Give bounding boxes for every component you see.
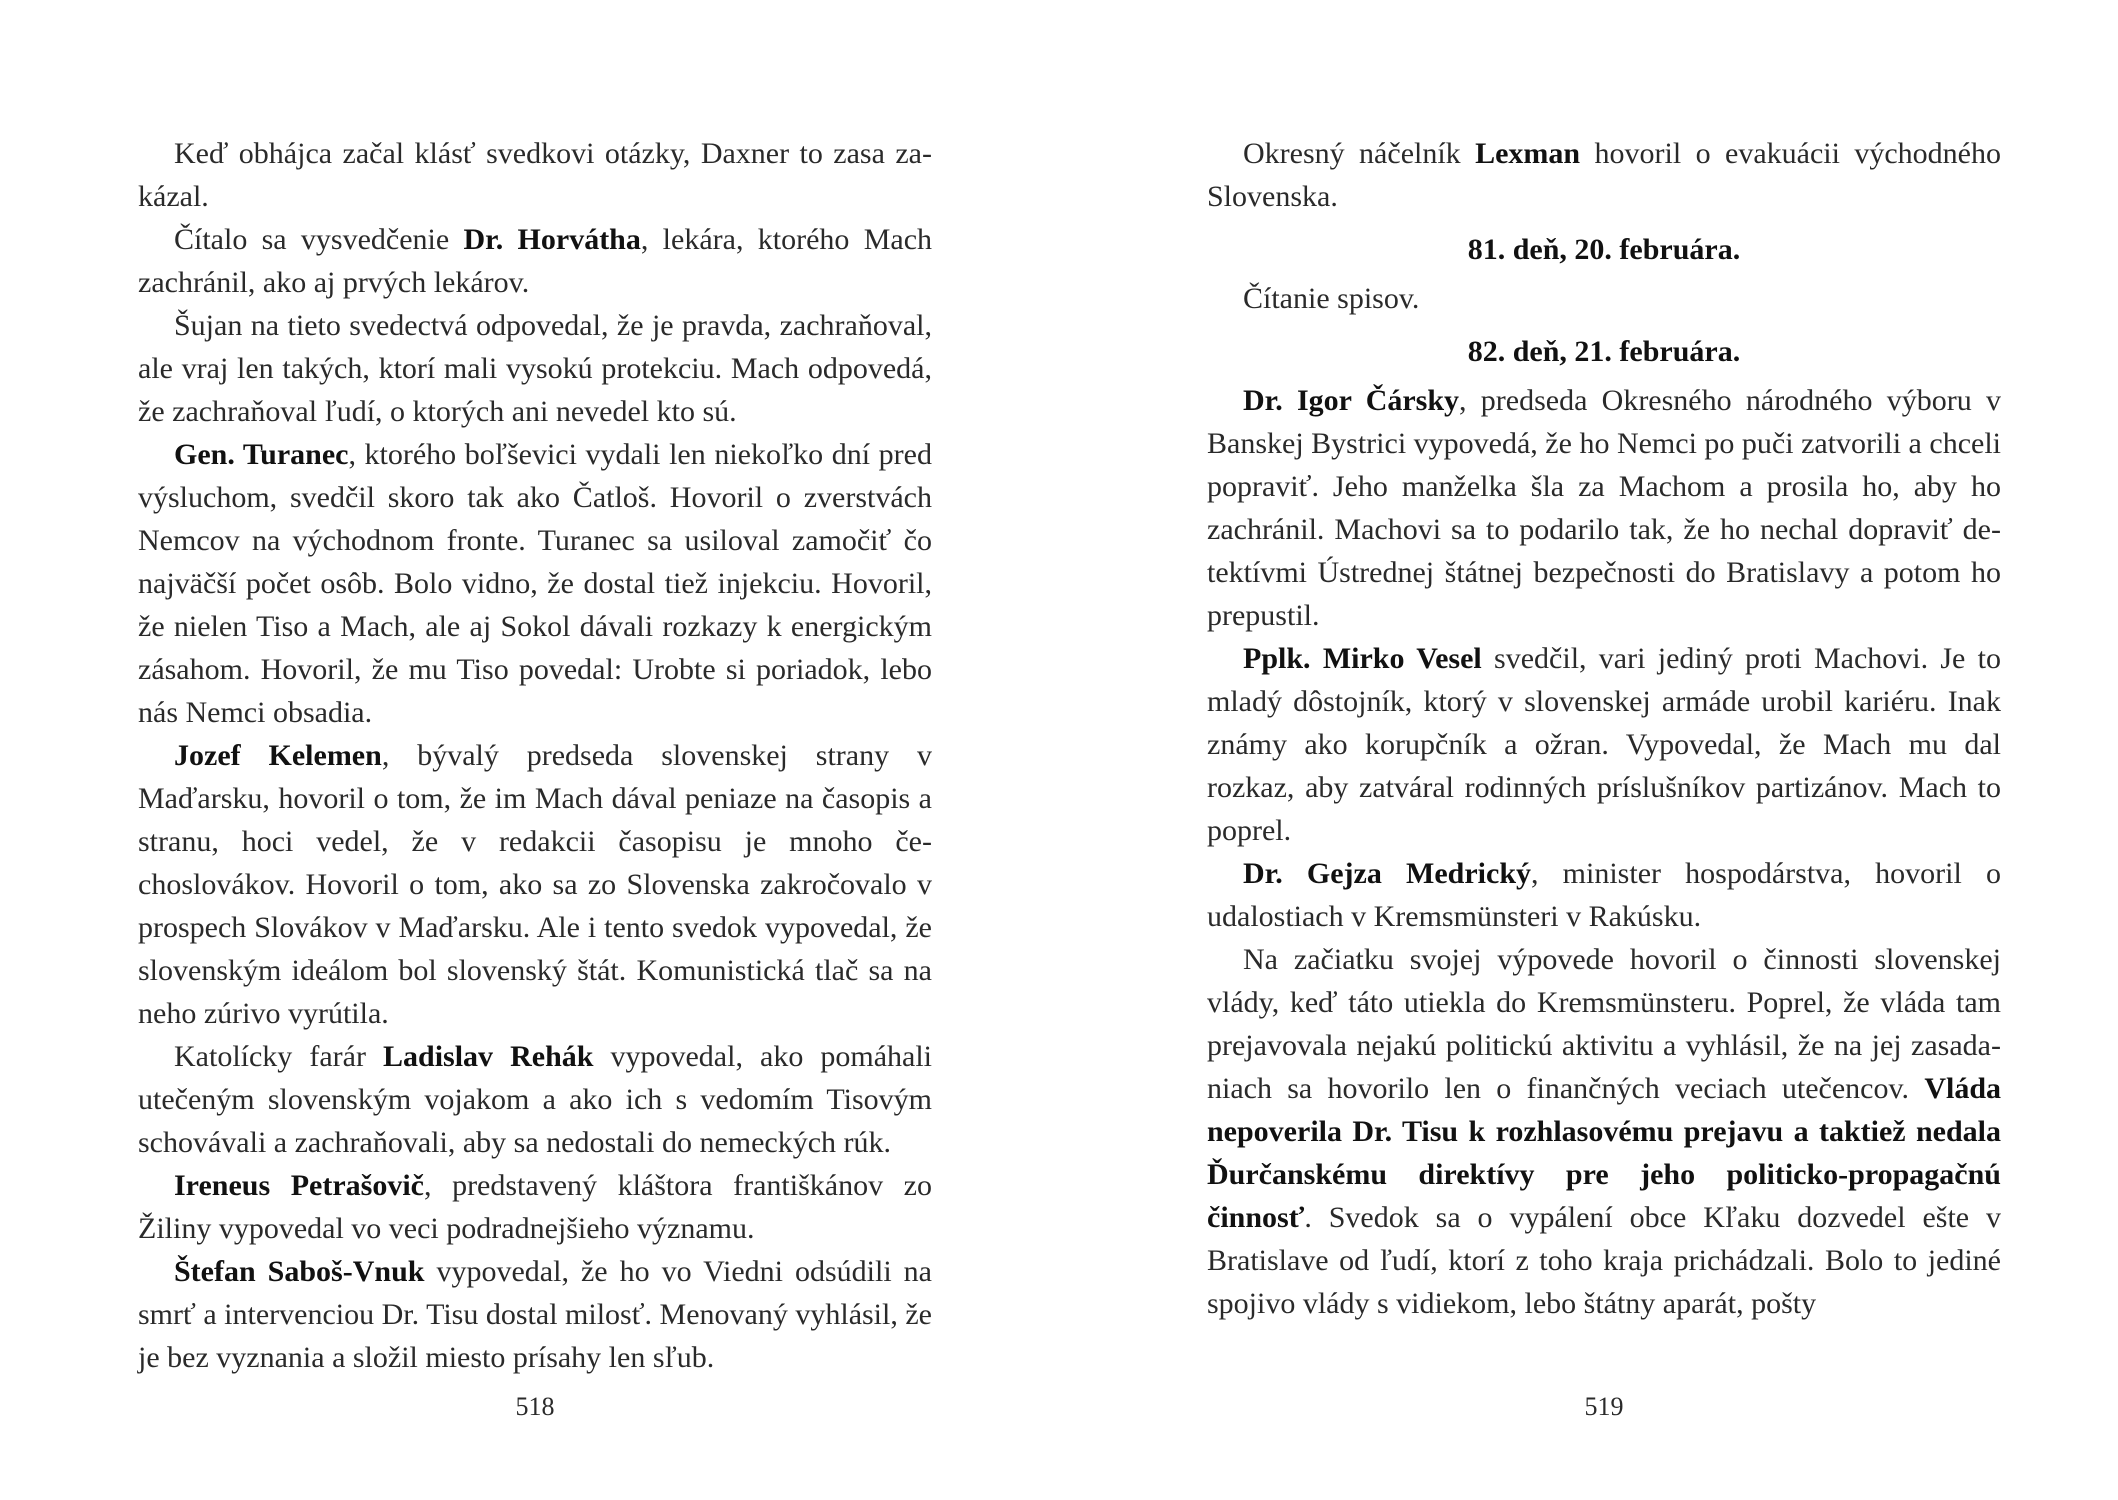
bold-name-segment: Ladislav Rehák: [383, 1040, 594, 1073]
paragraph: [138, 218, 932, 304]
bold-name-segment: 82. deň, 21. februára.: [1467, 335, 1741, 368]
left-page: [138, 132, 932, 1422]
bold-name-segment: Dr. Igor Čársky: [1243, 384, 1460, 417]
paragraph: [1207, 379, 2001, 637]
text-segment: Čítanie spisov.: [1243, 282, 1420, 315]
paragraph: [1207, 852, 2001, 938]
right-page-text: [1207, 132, 2001, 1325]
bold-name-segment: Pplk. Mirko Vesel: [1243, 642, 1482, 675]
page-number-right: 519: [1584, 1392, 1624, 1421]
text-segment: vypovedal, ako pomáhali utečeným slovenským vojakom a ako ich s vedomím Tisovým schovávali a zachraňovali, aby sa nedostali do nemeckých rúk.: [138, 1040, 932, 1159]
right-page: [1207, 132, 2001, 1422]
text-segment: Keď obhájca začal klásť svedkovi otázky, Daxner to zasa zakázal.: [138, 137, 932, 213]
text-segment: Čítalo sa vysvedčenie: [174, 223, 464, 256]
section-heading: [1207, 330, 2001, 373]
bold-name-segment: Vláda nepoverila Dr. Tisu k rozhlasovému prejavu a taktiež nedala Ďurčanskému direktívy pre jeho politicko-propagačnú činnosť: [1207, 1072, 2001, 1234]
text-segment: , lekára, ktorého Mach zachránil, ako aj prvých lekárov.: [138, 223, 933, 299]
text-segment: hovoril o evakuácii východného Slovenska.: [1207, 137, 2001, 213]
bold-name-segment: Jozef Kelemen: [174, 739, 382, 772]
left-page-text: [138, 132, 932, 1379]
text-segment: , ktorého boľševici vydali len niekoľko dní pred výsluchom, svedčil skoro tak ako Čatloš. Hovoril o zverstvách Nemcov na východnom fronte. Turanec sa usiloval zamočiť čo najväčší počet osôb. Bolo vidno, že dostal tiež injekciu. Hovoril, že nielen Tiso a Mach, ale aj Sokol dávali rozkazy k energickým zásahom. Hovoril, že mu Tiso povedal: Urobte si poriadok, lebo nás Nemci obsadia.: [138, 438, 932, 729]
text-segment: Šujan na tieto svedectvá odpovedal, že je pravda, zachraňoval, ale vraj len takých, ktorí mali vysokú protekciu. Mach odpovedá, že zachraňoval ľudí, o ktorých ani nevedel kto sú.: [138, 309, 932, 428]
paragraph: [138, 304, 932, 433]
paragraph: [1207, 277, 2001, 320]
paragraph: [138, 734, 932, 1035]
bold-name-segment: Lexman: [1475, 137, 1581, 170]
text-segment: svedčil, vari jediný proti Machovi. Je to mladý dôstojník, ktorý v slovenskej armáde urobil kariéru. Inak známy ako korupčník a ožran. Vypovedal, že Mach mu dal rozkaz, aby zatváral rodinných príslušníkov partizánov. Mach to poprel.: [1207, 642, 2001, 847]
paragraph: [138, 1250, 932, 1379]
bold-name-segment: Dr. Gejza Medrický: [1243, 857, 1531, 890]
paragraph: [138, 132, 932, 218]
bold-name-segment: Ireneus Petrašovič: [174, 1169, 424, 1202]
text-segment: vypovedal, že ho vo Viedni odsúdili na smrť a intervenciou Dr. Tisu dostal milosť. Menovaný vyhlásil, že je bez vyznania a složil miesto prísahy len sľub.: [138, 1255, 933, 1374]
text-segment: Okresný náčelník: [1243, 137, 1476, 170]
text-segment: . Svedok sa o vypálení obce Kľaku dozvedel ešte v Bratislave od ľudí, ktorí z toho kraja prichádzali. Bolo to jediné spojivo vlády s vidiekom, lebo štátny aparát, pošty: [1207, 1201, 2001, 1320]
paragraph: [1207, 637, 2001, 852]
bold-name-segment: Štefan Saboš-Vnuk: [174, 1255, 425, 1288]
page-number-left: 518: [515, 1392, 555, 1421]
bold-name-segment: Gen. Turanec: [174, 438, 349, 471]
text-segment: , minister hospodárstva, hovoril o udalostiach v Kremsmünsteri v Rakúsku.: [1207, 857, 2001, 933]
paragraph: [1207, 938, 2001, 1325]
paragraph: [138, 1164, 932, 1250]
text-segment: , predseda Okresného národného výboru v Banskej Bystrici vypovedá, že ho Nemci po puči zatvorili a chceli popraviť. Jeho manželka šla za Machom a prosila ho, aby ho zachránil. Machovi sa to podarilo tak, že ho nechal dopraviť detektívmi Ústrednej štátnej bezpečnosti do Bratislavy a potom ho prepustil.: [1207, 384, 2001, 632]
paragraph: [1207, 132, 2001, 218]
bold-name-segment: Dr. Horvátha: [463, 223, 641, 256]
paragraph: [138, 433, 932, 734]
paragraph: [138, 1035, 932, 1164]
text-segment: Na začiatku svojej výpovede hovoril o činnosti slovenskej vlády, keď táto utiekla do Kremsmünsteru. Poprel, že vláda tam prejavovala nejakú politickú aktivitu a vyhlásil, že na jej zasadaniach sa hovorilo len o finančných veciach utečencov.: [1207, 943, 2001, 1105]
section-heading: [1207, 228, 2001, 271]
text-segment: , predstavený kláštora františkánov zo Žiliny vypovedal vo veci podradnejšieho významu.: [138, 1169, 932, 1245]
bold-name-segment: 81. deň, 20. februára.: [1467, 233, 1741, 266]
text-segment: , bývalý predseda slovenskej strany v Maďarsku, hovoril o tom, že im Mach dával peniaze na časopis a stranu, hoci vedel, že v redakcii časopisu je mnoho čechoslovákov. Hovoril o tom, ako sa zo Slovenska zakročovalo v prospech Slovákov v Maďarsku. Ale i tento svedok vypovedal, že slovenským ideálom bol slovenský štát. Komunistická tlač sa na neho zúrivo vyrútila.: [138, 739, 932, 1030]
text-segment: Katolícky farár: [174, 1040, 383, 1073]
